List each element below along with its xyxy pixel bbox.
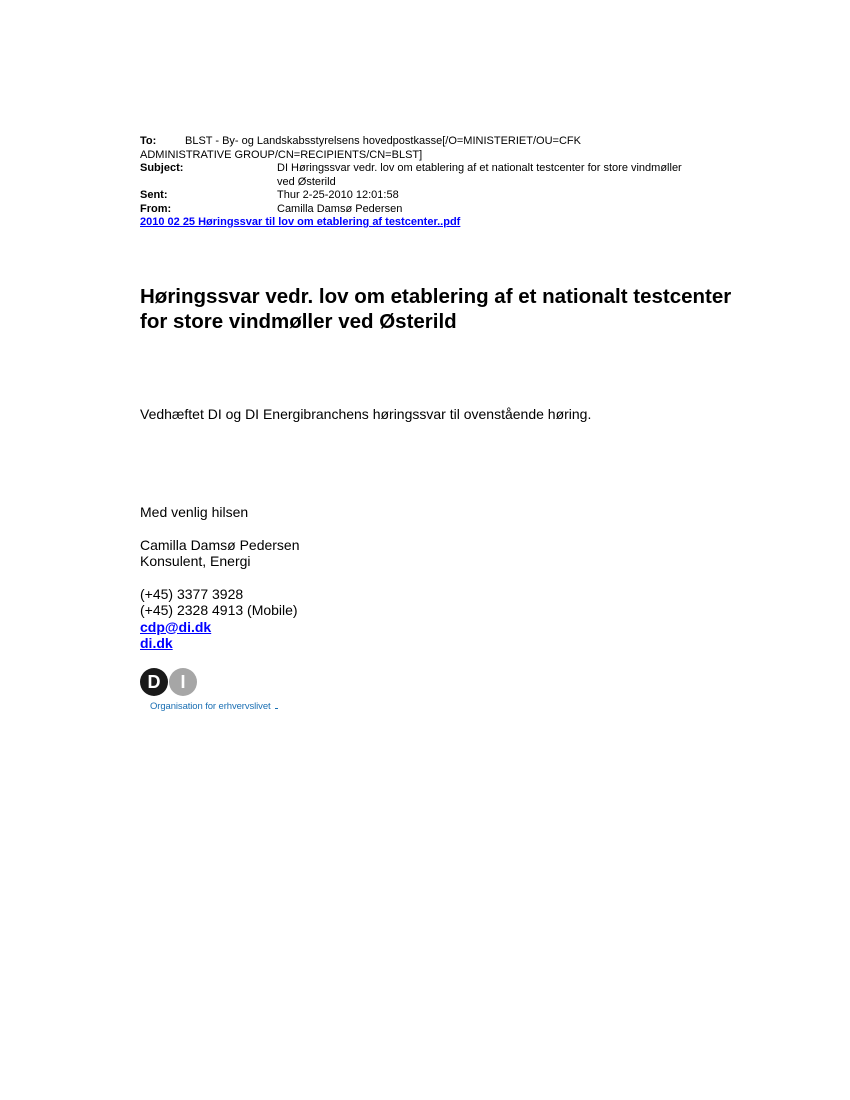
subject-label: Subject:: [140, 162, 184, 174]
attachment-link[interactable]: 2010 02 25 Høringssvar til lov om etablering af testcenter..pdf: [140, 216, 461, 228]
mobile-number: (+45) 2328 4913 (Mobile): [140, 602, 298, 618]
subject-row: [140, 162, 700, 189]
to-value-continued: ADMINISTRATIVE GROUP/CN=RECIPIENTS/CN=BLST]: [140, 148, 423, 161]
from-label: From:: [140, 202, 172, 215]
from-value: Camilla Damsø Pedersen: [277, 202, 403, 215]
from-row: [140, 203, 700, 217]
spacer: [140, 570, 300, 586]
to-row: [140, 135, 700, 162]
sender-role: Konsulent, Energi: [140, 553, 251, 569]
sent-value: Thur 2-25-2010 12:01:58: [277, 189, 399, 201]
document-title: Høringssvar vedr. lov om etablering af et nationalt testcenter for store vindmøller ved Østerild: [140, 285, 732, 333]
sender-name: Camilla Damsø Pedersen: [140, 536, 300, 553]
logo-i-circle: I: [169, 668, 197, 696]
to-value: BLST - By- og Landskabsstyrelsens hovedpostkasse[/O=MINISTERIET/OU=CFK: [185, 135, 581, 147]
email-link[interactable]: cdp@di.dk: [140, 618, 212, 635]
spacer: [140, 521, 300, 537]
logo-tagline: Organisation for erhvervslivet: [150, 701, 271, 712]
logo-link-underline: [275, 700, 278, 709]
body-text: Vedhæftet DI og DI Energibranchens høringssvar til ovenstående høring.: [140, 406, 592, 422]
di-logo[interactable]: [140, 668, 300, 718]
logo-d-circle: D: [140, 668, 168, 696]
logo-circles: [140, 668, 300, 696]
sent-row: [140, 189, 700, 203]
email-header: [140, 135, 700, 230]
sent-label: Sent:: [140, 189, 168, 201]
website-link[interactable]: di.dk: [140, 635, 173, 651]
subject-value: DI Høringssvar vedr. lov om etablering af et nationalt testcenter for store vindmøller ved Østerild: [277, 162, 682, 188]
signature-block: [140, 504, 300, 652]
greeting: Med venlig hilsen: [140, 504, 249, 520]
phone-number: (+45) 3377 3928: [140, 585, 244, 602]
to-label: To:: [140, 135, 157, 147]
